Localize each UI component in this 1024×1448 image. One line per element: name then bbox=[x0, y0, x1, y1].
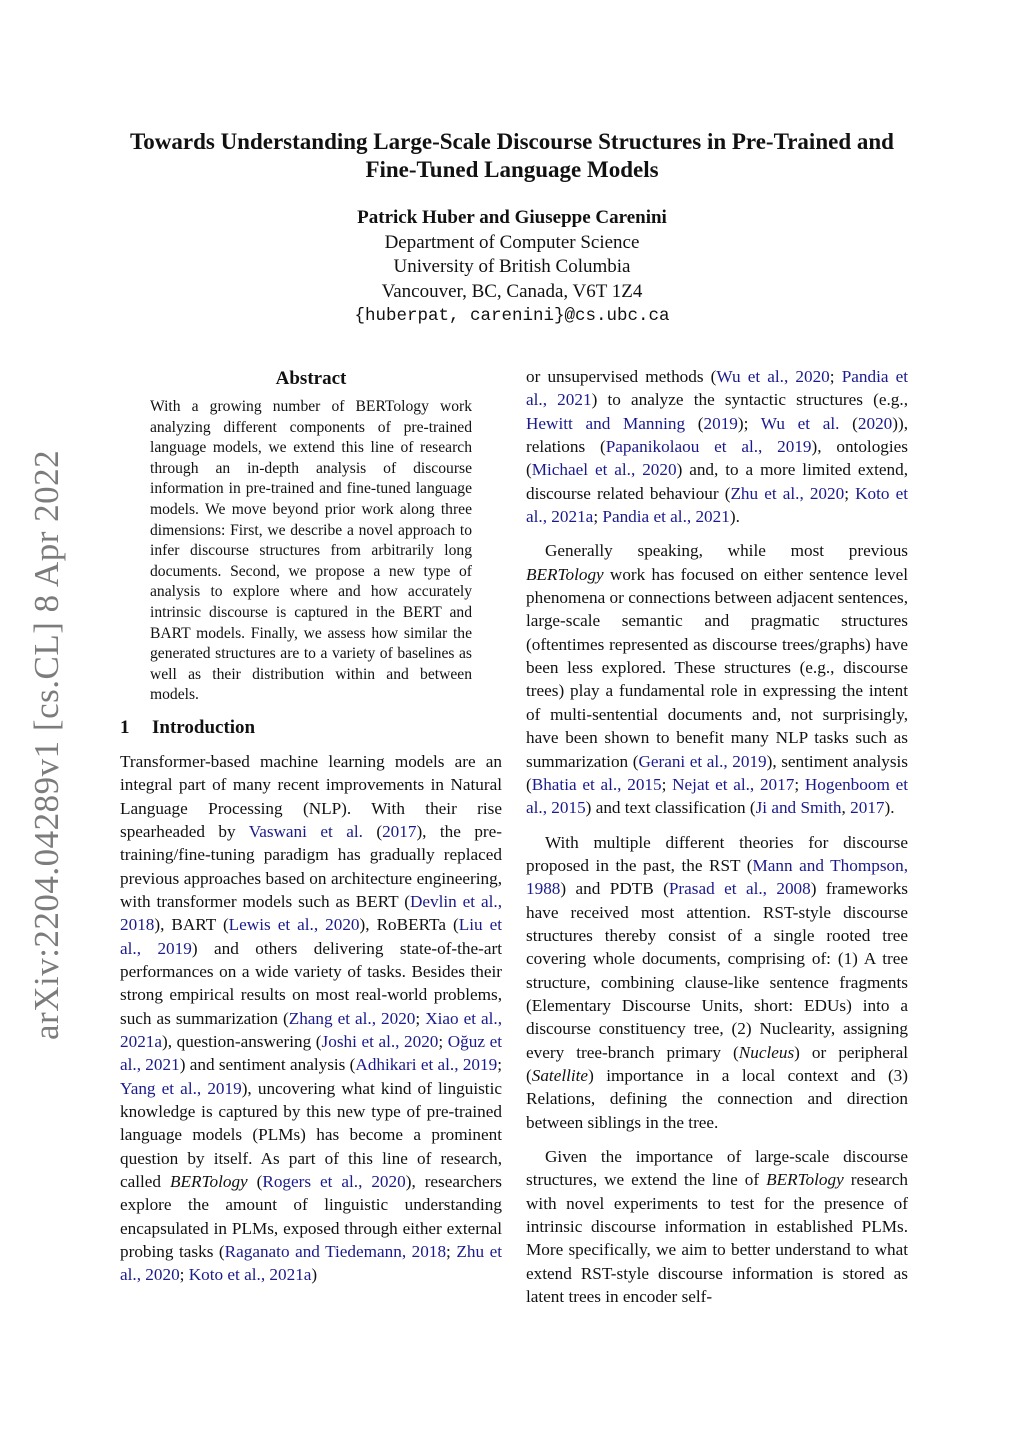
author-location: Vancouver, BC, Canada, V6T 1Z4 bbox=[381, 280, 643, 302]
section-title: Introduction bbox=[152, 716, 256, 738]
citation-link[interactable]: Liu et al., 2019 bbox=[120, 915, 502, 958]
author-department: Department of Computer Science bbox=[384, 231, 640, 253]
emphasized-term: BERTology bbox=[526, 564, 604, 584]
right-column bbox=[526, 365, 908, 1308]
citation-link[interactable]: Zhang et al., 2020 bbox=[288, 1008, 416, 1028]
citation-link[interactable]: Wu et al. bbox=[760, 413, 840, 433]
citation-link[interactable]: Hogenboom et al., 2015 bbox=[526, 774, 908, 818]
text-run: ; bbox=[438, 1032, 448, 1052]
text-run: Transformer-based machine learning models are an integral part of many recent improvements in Natural Language Processing (NLP). With their rise spearheaded by bbox=[120, 751, 502, 841]
text-run: ) and others delivering state-of-the-art performances on a wide variety of tasks. Besides their strong empirical results on most real-world problems, such as summarization ( bbox=[120, 938, 503, 1028]
text-run: ; bbox=[794, 774, 805, 794]
citation-link[interactable]: Gerani et al., 2019 bbox=[638, 751, 767, 771]
text-run: ( bbox=[247, 1172, 263, 1192]
text-run: ), question-answering ( bbox=[162, 1032, 322, 1052]
text-run: ) and, to a more limited extend, discourse related behaviour ( bbox=[526, 460, 909, 503]
abstract-text: With a growing number of BERTology work analyzing different components of pre-trained language models, we extend this line of research through an in-depth analysis of discourse information in pre-trained and fine-tuned language models. We move beyond prior work along three dimensions: First, we describe a novel approach to infer discourse structures from arbitrarily long documents. Second, we propose a new type of analysis to explore where and how accurately intrinsic discourse is captured in the BERT and BART models. Finally, we assess how similar the generated structures are to a variety of baselines as well as their distribution within and between models. bbox=[150, 398, 472, 704]
text-run: )), relations ( bbox=[526, 413, 908, 457]
citation-link[interactable]: Joshi et al., 2020 bbox=[321, 1032, 439, 1052]
citation-link[interactable]: Michael et al., 2020 bbox=[531, 460, 677, 480]
citation-link[interactable]: Lewis et al., 2020 bbox=[228, 915, 360, 935]
author-names: Patrick Huber and Giuseppe Carenini bbox=[357, 207, 667, 228]
text-run: ). bbox=[729, 507, 740, 527]
author-university: University of British Columbia bbox=[393, 256, 631, 277]
text-run: ) to analyze the syntactic structures (e.g., bbox=[591, 390, 908, 410]
citation-link[interactable]: Ji and Smith bbox=[755, 798, 842, 818]
citation-link[interactable]: Rogers et al., 2020 bbox=[262, 1172, 406, 1192]
citation-link[interactable]: Prasad et al., 2008 bbox=[668, 879, 811, 899]
text-run: ( bbox=[362, 821, 383, 841]
citation-link[interactable]: Papanikolaou et al., 2019 bbox=[605, 437, 812, 457]
text-run: ) and text classification ( bbox=[585, 798, 756, 818]
citation-link[interactable]: Zhu et al., 2020 bbox=[120, 1242, 502, 1285]
citation-link[interactable]: Nejat et al., 2017 bbox=[672, 774, 795, 794]
text-run: ) or peripheral ( bbox=[526, 1042, 908, 1085]
text-run: ), RoBERTa ( bbox=[359, 915, 459, 935]
citation-link[interactable]: Vaswani et al. bbox=[248, 821, 363, 841]
emphasized-term: BERTology bbox=[766, 1170, 844, 1190]
citation-link[interactable]: Wu et al., 2020 bbox=[716, 367, 830, 386]
text-run: Given the importance of large-scale discourse structures, we extend the line of bbox=[526, 1147, 908, 1190]
citation-link[interactable]: Raganato and Tiedemann, 2018 bbox=[224, 1242, 447, 1262]
citation-link[interactable]: Pandia et al., 2021 bbox=[602, 507, 730, 527]
paper-title: Towards Understanding Large-Scale Discourse Structures in Pre-Trained and Fine-Tuned Language Models bbox=[130, 129, 894, 182]
text-run: ), ontologies ( bbox=[526, 437, 908, 480]
intro-paragraph-4 bbox=[526, 1145, 908, 1308]
abstract-heading: Abstract bbox=[275, 368, 347, 389]
text-run: ). bbox=[884, 798, 895, 818]
text-run: ) and PDTB ( bbox=[560, 879, 669, 899]
text-run: ( bbox=[839, 413, 858, 433]
text-run: ; bbox=[497, 1055, 502, 1075]
text-run: ; bbox=[829, 367, 842, 386]
text-run: ), BART ( bbox=[154, 915, 229, 935]
emphasized-term: Satellite bbox=[531, 1065, 589, 1085]
intro-paragraph-1 bbox=[120, 750, 502, 1287]
left-column bbox=[120, 365, 502, 1287]
text-run: , bbox=[841, 798, 851, 818]
text-run: research with novel experiments to test for the presence of intrinsic discourse information in established PLMs. More specifically, we aim to better understand to what extend RST-style discourse information is stored as latent trees in encoder self- bbox=[526, 1170, 908, 1307]
text-run: ) and sentiment analysis ( bbox=[179, 1055, 356, 1075]
text-run: Generally speaking, while most previous bbox=[545, 541, 908, 561]
text-run: ), the pre-training/fine-tuning paradigm has gradually replaced previous approaches based on architecture engineering, with transformer models such as BERT ( bbox=[120, 821, 503, 911]
text-run: work has focused on either sentence level phenomena or connections between adjacent sentences, large-scale semantic and pragmatic structures (oftentimes represented as discourse trees/graphs) have been less explored. These structures (e.g., discourse trees) play a fundamental role in expressing the intent of multi-sentential documents and, not surprisingly, have been shown to benefit many NLP tasks such as summarization ( bbox=[526, 564, 908, 771]
text-run: ), sentiment analysis ( bbox=[526, 751, 908, 794]
citation-link[interactable]: 2017 bbox=[382, 821, 417, 841]
text-run: ; bbox=[179, 1265, 189, 1285]
citation-link[interactable]: 2020 bbox=[857, 413, 893, 433]
intro-paragraph-2 bbox=[526, 539, 908, 819]
text-run: ; bbox=[446, 1242, 457, 1262]
text-run: ) bbox=[311, 1265, 318, 1285]
intro-paragraph-1-continued bbox=[526, 365, 908, 528]
text-run: ), uncovering what kind of linguistic knowledge is captured by this new type of pre-trained language models (PLMs) has become a prominent question by itself. As part of this line of research, called bbox=[120, 1078, 502, 1192]
text-run: or unsupervised methods ( bbox=[526, 367, 717, 386]
text-run: ); bbox=[737, 413, 761, 433]
citation-link[interactable]: Hewitt and Manning bbox=[526, 413, 686, 433]
intro-paragraph-3 bbox=[526, 831, 908, 1134]
citation-link[interactable]: Koto et al., 2021a bbox=[188, 1265, 312, 1285]
author-block bbox=[212, 206, 812, 329]
citation-link[interactable]: Xiao et al., 2021a bbox=[120, 1008, 503, 1052]
text-run: ( bbox=[685, 413, 704, 433]
emphasized-term: BERTology bbox=[170, 1172, 248, 1192]
section-number: 1 bbox=[120, 716, 130, 738]
citation-link[interactable]: Pandia et al., 2021 bbox=[526, 367, 909, 410]
citation-link[interactable]: Oğuz et al., 2021 bbox=[120, 1032, 502, 1075]
citation-link[interactable]: Yang et al., 2019 bbox=[120, 1078, 242, 1098]
citation-link[interactable]: Koto et al., 2021a bbox=[526, 483, 908, 527]
citation-link[interactable]: Zhu et al., 2020 bbox=[730, 483, 845, 503]
citation-link[interactable]: 2017 bbox=[850, 798, 885, 818]
text-run: ; bbox=[593, 507, 603, 527]
citation-link[interactable]: Devlin et al., 2018 bbox=[120, 891, 502, 935]
text-run: ; bbox=[661, 774, 673, 794]
arxiv-identifier: arXiv:2204.04289v1 [cs.CL] 8 Apr 2022 bbox=[27, 449, 66, 1040]
author-email: {huberpat, carenini}@cs.ubc.ca bbox=[354, 306, 670, 326]
citation-link[interactable]: Bhatia et al., 2015 bbox=[531, 774, 662, 794]
text-run: With multiple different theories for discourse proposed in the past, the RST ( bbox=[526, 832, 908, 875]
text-run: ) frameworks have received most attention. RST-style discourse structures thereby consist of a single rooted tree covering whole documents, comprising of: (1) A tree structure, combining clause-like sentence fragments (Elementary Discourse Units, short: EDUs) into a discourse constituency tree, (2) Nuclearity, assigning every tree-branch primary ( bbox=[526, 879, 908, 1062]
emphasized-term: Nucleus bbox=[738, 1042, 795, 1062]
citation-link[interactable]: 2019 bbox=[703, 413, 738, 433]
text-run: ; bbox=[844, 483, 856, 503]
citation-link[interactable]: Mann and Thompson, 1988 bbox=[526, 855, 908, 899]
section-heading-introduction bbox=[120, 716, 502, 740]
text-run: ; bbox=[415, 1008, 426, 1028]
text-run: ), researchers explore the amount of linguistic understanding encapsulated in PLMs, exposed through either external probing tasks ( bbox=[120, 1172, 502, 1262]
citation-link[interactable]: Adhikari et al., 2019 bbox=[355, 1055, 498, 1075]
text-run: ) importance in a local context and (3) Relations, defining the connection and direction between siblings in the tree. bbox=[526, 1065, 908, 1132]
